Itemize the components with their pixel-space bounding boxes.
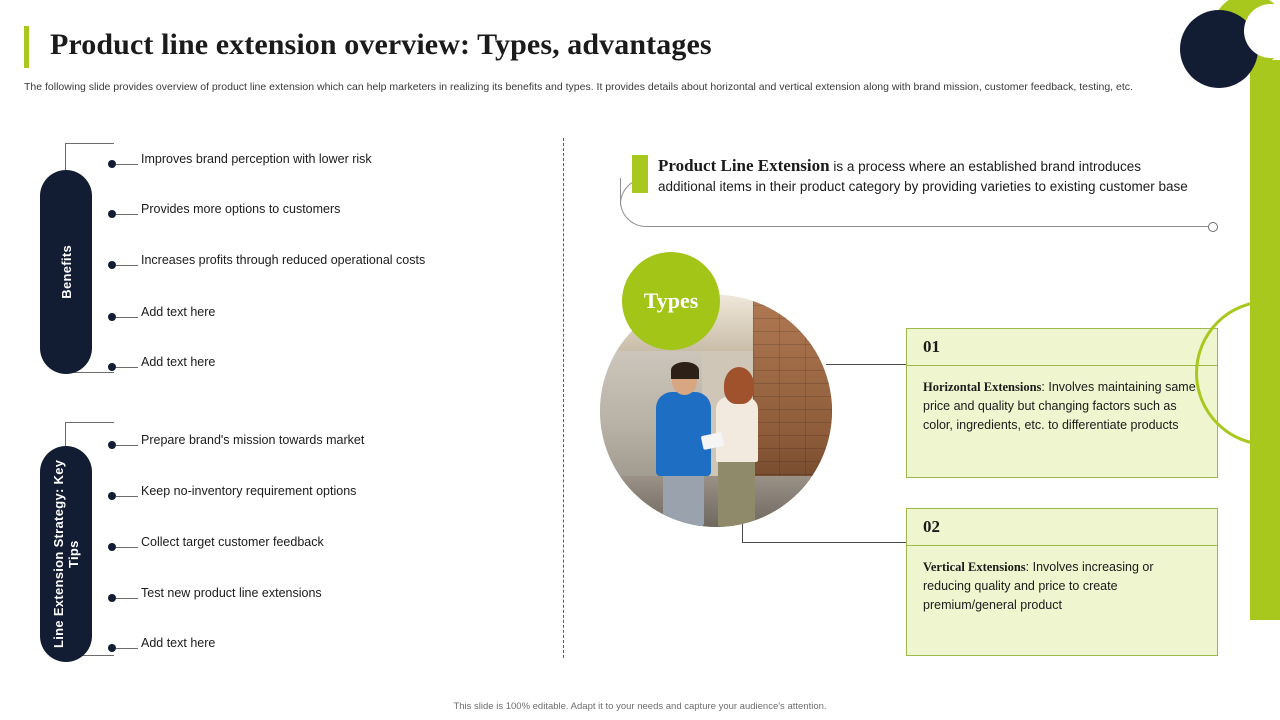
bullet-line	[116, 445, 138, 446]
decorative-right-ring-mask	[1250, 290, 1280, 450]
list-item	[108, 586, 322, 610]
bullet-line	[116, 317, 138, 318]
list-item	[108, 433, 364, 457]
type-card-01-number: 01	[907, 329, 1217, 366]
benefit-text: Provides more options to customers	[141, 202, 341, 216]
title-accent-bar	[24, 26, 29, 68]
list-item	[108, 152, 372, 176]
type-card-01-body: : Involves maintaining same price and quality but changing factors such as color, ingredients, etc. to differentiate products	[923, 380, 1196, 432]
benefit-text: Improves brand perception with lower risk	[141, 152, 372, 166]
list-item	[108, 305, 215, 329]
keytip-text: Collect target customer feedback	[141, 535, 324, 549]
keytip-text: Prepare brand's mission towards market	[141, 433, 365, 447]
connector-card-01	[826, 364, 906, 365]
bullet-line	[116, 496, 138, 497]
type-card-01-term: Horizontal Extensions	[923, 380, 1042, 394]
bullet-dot-icon	[108, 261, 116, 269]
type-card-02-term: Vertical Extensions	[923, 560, 1026, 574]
list-item	[108, 636, 215, 660]
type-card-01	[906, 328, 1218, 478]
bullet-dot-icon	[108, 313, 116, 321]
definition-term: Product Line Extension	[658, 156, 830, 175]
slide-footer-note: This slide is 100% editable. Adapt it to your needs and capture your audience's attention.	[453, 701, 827, 712]
benefit-text: Increases profits through reduced operational costs	[141, 253, 426, 267]
definition-body: is a process where an established brand introduces additional items in their product category by providing varieties to existing customer base	[658, 159, 1188, 194]
bullet-line	[116, 547, 138, 548]
definition-endpoint-dot	[1208, 222, 1218, 232]
page-title: Product line extension overview: Types, advantages	[50, 28, 712, 61]
bullet-line	[116, 598, 138, 599]
keytip-text: Keep no-inventory requirement options	[141, 484, 357, 498]
type-card-02-body: : Involves increasing or reducing quality and price to create premium/general product	[923, 560, 1154, 612]
bullet-dot-icon	[108, 492, 116, 500]
type-card-02-number: 02	[907, 509, 1217, 546]
photo-woman-legs	[718, 455, 755, 527]
benefit-text: Add text here	[141, 305, 216, 319]
definition-accent-marker	[632, 155, 648, 193]
bullet-line	[116, 164, 138, 165]
types-badge: Types	[622, 252, 720, 350]
bullet-dot-icon	[108, 160, 116, 168]
photo-man-body	[656, 392, 712, 476]
keytips-label: Line Extension Strategy: Key Tips	[51, 459, 81, 649]
bullet-line	[116, 648, 138, 649]
bullet-line	[116, 367, 138, 368]
keytip-text: Add text here	[141, 636, 216, 650]
type-card-02-text	[907, 546, 1217, 629]
type-card-01-text	[907, 366, 1217, 449]
benefit-text: Add text here	[141, 355, 216, 369]
definition-text	[658, 156, 1188, 197]
page-subtitle: The following slide provides overview of product line extension which can help marketers in realizing its benefits and types. It provides details about horizontal and vertical extension along with brand mission, customer feedback, testing, etc.	[24, 81, 1133, 93]
list-item	[108, 355, 215, 379]
bullet-dot-icon	[108, 363, 116, 371]
bullet-dot-icon	[108, 441, 116, 449]
bullet-dot-icon	[108, 543, 116, 551]
bullet-line	[116, 214, 138, 215]
photo-floor	[600, 476, 832, 527]
photo-man-hair	[671, 362, 699, 378]
bullet-line	[116, 265, 138, 266]
photo-woman-hair	[724, 367, 754, 404]
photo-woman-body	[716, 397, 758, 462]
bullet-dot-icon	[108, 644, 116, 652]
bullet-dot-icon	[108, 594, 116, 602]
list-item	[108, 484, 356, 508]
benefits-label-pill	[40, 170, 92, 374]
keytips-label-pill	[40, 446, 92, 662]
connector-card-02-horizontal	[742, 542, 906, 543]
list-item	[108, 202, 340, 226]
bullet-dot-icon	[108, 210, 116, 218]
benefits-label: Benefits	[58, 245, 74, 299]
keytip-text: Test new product line extensions	[141, 586, 322, 600]
type-card-02	[906, 508, 1218, 656]
vertical-divider	[563, 138, 564, 658]
list-item	[108, 253, 425, 277]
list-item	[108, 535, 324, 559]
